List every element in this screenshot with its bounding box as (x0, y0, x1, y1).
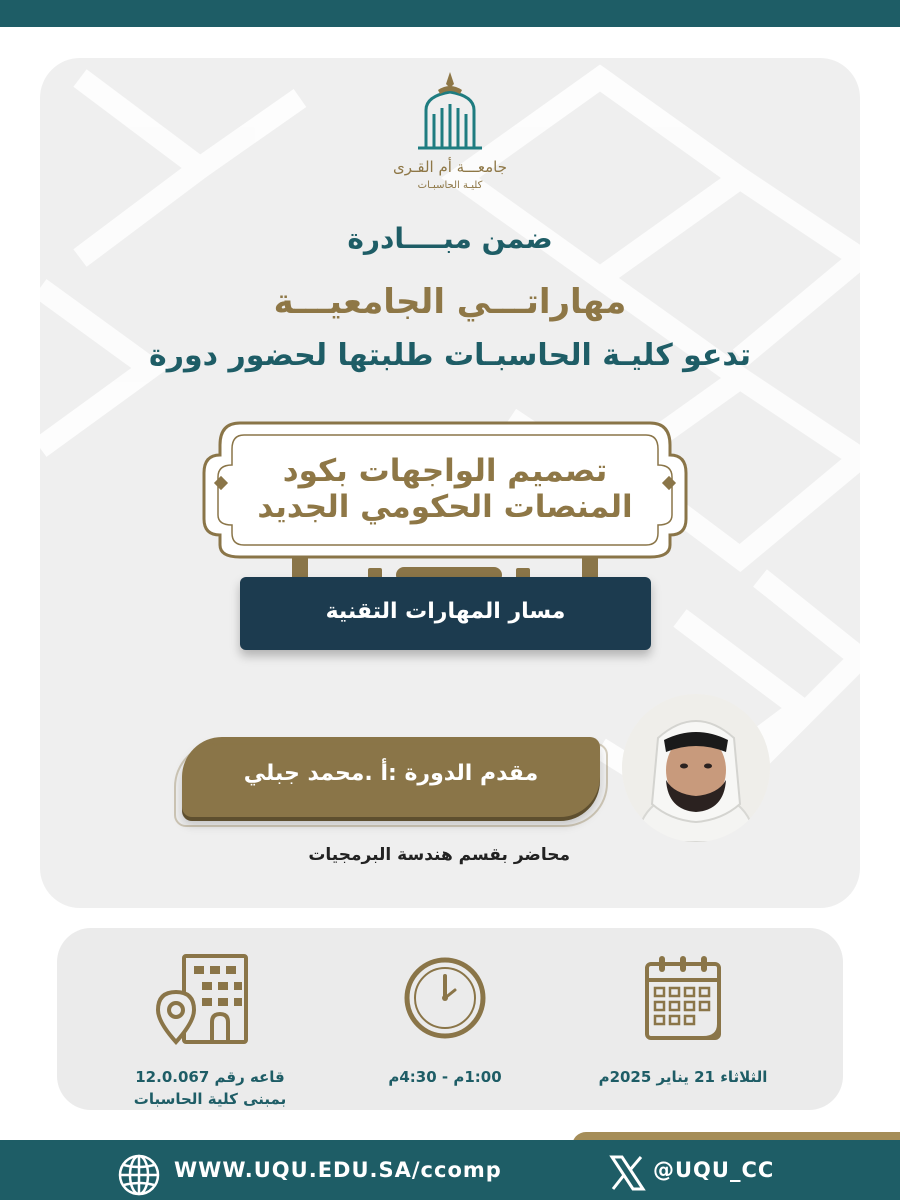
top-bar (0, 0, 900, 27)
program-title: مهاراتـــي الجامعيـــة (273, 282, 627, 322)
globe-icon[interactable] (117, 1153, 161, 1197)
track-label: مسار المهارات التقنية (325, 599, 566, 624)
calendar-icon (643, 954, 723, 1042)
presenter-avatar (622, 694, 770, 842)
social-handle[interactable]: @UQU_CC (653, 1158, 775, 1182)
logo-college-name: كليـة الحاسبـات (417, 180, 483, 191)
building-location-icon (150, 952, 250, 1048)
track-badge (240, 577, 651, 650)
time-label: 1:00م - 4:30م (388, 1068, 502, 1086)
website-link[interactable]: WWW.UQU.EDU.SA/ccomp (174, 1158, 502, 1182)
location-label (110, 1066, 310, 1110)
logo-emblem-icon (370, 70, 530, 156)
course-title-line2: المنصات الحكومي الجديد (257, 489, 633, 525)
university-logo (370, 70, 530, 200)
x-logo-icon[interactable] (608, 1154, 646, 1192)
course-title-line1: تصميم الواجهات بكود (282, 453, 608, 489)
logo-university-name: جامعـــة أم القـرى (392, 158, 508, 176)
location-line2: بمبنى كلية الحاسبات (133, 1090, 287, 1108)
location-line1: قاعه رقم 12.0.067 (135, 1068, 285, 1086)
invite-text: تدعو كليـة الحاسبـات طلبتها لحضور دورة (149, 338, 751, 373)
course-title (200, 453, 690, 525)
date-label: الثلاثاء 21 يناير 2025م (598, 1068, 768, 1086)
clock-icon (403, 956, 487, 1040)
presenter-pill (182, 737, 600, 817)
presenter-role: محاضر بقسم هندسة البرمجيات (308, 845, 570, 865)
presenter-name: مقدم الدورة :أ .محمد جبلي (243, 761, 539, 786)
initiative-heading: ضمن مبــــادرة (347, 222, 553, 255)
